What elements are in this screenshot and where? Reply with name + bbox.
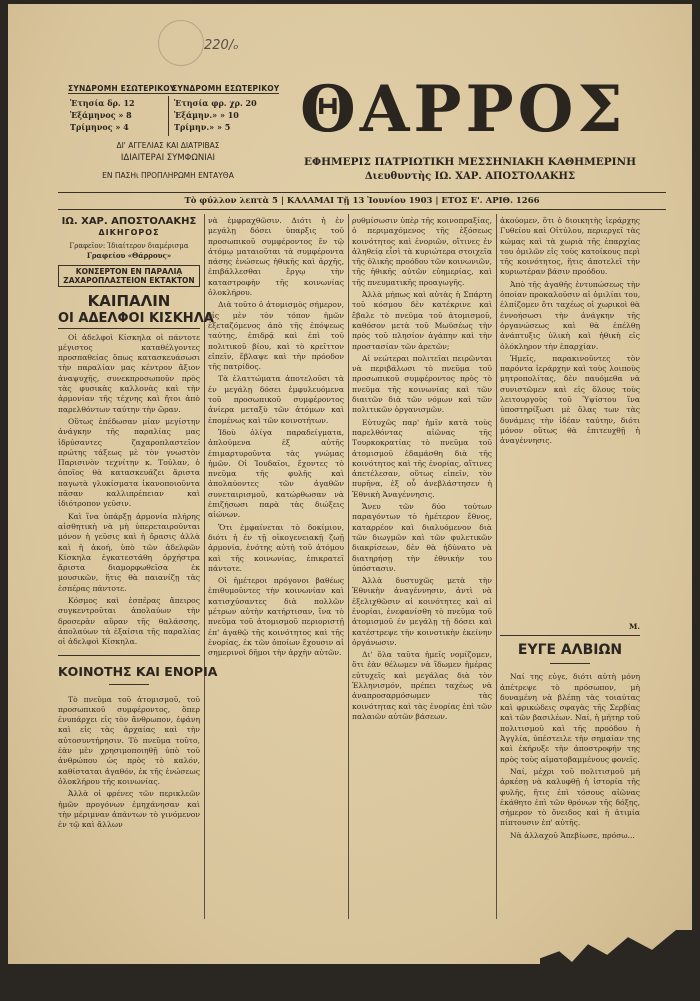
paragraph: ἀκούομεν, ὅτι ὁ διοικητὴς ἱεράρχης Γυθείου καὶ Οἰτύλου, περιεργεῖ τὰς κώμας καὶ τὰ χωριὰ τῆς ἐπαρχίας του ὁμιλῶν εἰς τοὺς κατοίκους περὶ τῆς κοινότητος, ἥτις ἀποτελεῖ τὴν κυριωτέραν βάσιν προόδου. [500, 216, 640, 277]
article-heading: ΟΙ ΑΔΕΛΦΟΙ ΚΙΣΚΗΛΑ [58, 311, 200, 329]
paragraph: Αἱ νεώτεραι πολιτεῖαι πειρῶνται νὰ περιβάλωσι τὸ πνεῦμα τοῦ προσωπικοῦ συμφέροντος πρὸς τὸ πνεῦμα τῆς κοινωνίας καὶ τῶν διαιτῶν διὰ τῶν νόμων καὶ τῶν πολιτικῶν ὀργανισμῶν. [352, 353, 492, 415]
paragraph: Ναί, μέχρι τοῦ πολιτισμοῦ μή ἀρκέσῃ νὰ καλυφθῇ ἡ ἱστορία τῆς φυλῆς, ἥτις ἐπὶ τόσους αἰῶνας ἐκάθητο ἐπὶ τῶν θρόνων τῆς δόξης, σήμερον τὸ ὄνειδος καὶ ἡ ἀτιμία πίπτουσιν ἐπ' αὐτῆς. [500, 766, 640, 828]
office-line: Γραφείου «Θάρρους» [86, 251, 172, 261]
short-rule [109, 684, 149, 685]
article-body [500, 216, 640, 622]
paragraph: Διὰ τοῦτο ὁ ἀτομισμὸς σήμερον, εἰς μὲν τὸν τόπον ἡμῶν ἐξεταζόμενος ἀπὸ τῆς ἐπόψεως ταύτης, ἐπιδρᾷ καὶ ἐπὶ τοῦ πολιτικοῦ βίου, καὶ τὸ κρεῖττον εἰπεῖν, ἔβλαψε καὶ τὴν πρόοδον τῆς πατρίδος. [208, 300, 344, 372]
paragraph: Οὕτως ἐπέδωσαν μίαν μεγίστην ἀνάγκην τῆς παραλίας μας ἱδρύσαντες ζαχαροπλαστεῖον πρώτης τάξεως μὲ τὸν γνωστὸν Παρισινὸν τεχνίτην κ. Τούλαν, ὁ ὁποῖος θὰ κατασκευάζει ἄριστα παγωτὰ γλυκίσματα ἱκανοποιοῦντα πᾶσαν καλλιπρέπειαν καὶ ἰδιότροπον γεῦσιν. [58, 416, 200, 509]
article-body [58, 695, 200, 871]
article-heading: ΕΥΓΕ ΑΛΒΙΩΝ [517, 642, 623, 659]
column-rule [348, 214, 349, 919]
paragraph: Ἀλλὰ μήπως καὶ αὐτὰς ἡ Σπάρτη τοῦ κόσμου δὲν κατέκρινε καὶ ἔβαλε τὸ πνεῦμα τοῦ ἀτομισμοῦ, καθόσον μετὰ τοῦ Μωϋσέως τὴν πρὸς τοῦ πλησίον ἀγάπην καὶ τὴν προστασίαν τῶν ἀρετῶν; [352, 290, 492, 351]
short-rule [550, 663, 590, 664]
column-rule [496, 214, 497, 919]
concert-line: ΖΑΧΑΡΟΠΛΑΣΤΕΙΟΝ ΕΚΤΑΚΤΟΝ [63, 275, 195, 285]
paragraph: Ἀπὸ τῆς ἀγαθῆς ἐντυπώσεως τὴν ὁποίαν προκαλοῦσιν αἱ ὁμιλίαι του, ἐλπίζομεν ὅτι ταχέως οἱ χωρικοὶ θὰ ἐννοήσωσι τὴν ἀνάγκην τῆς ὀργανώσεως καὶ θὰ ἐπέλθῃ ἀνάπτυξις ὑλικὴ καὶ ἠθικὴ εἰς ὁλόκληρον τὴν ἐπαρχίαν. [500, 279, 640, 351]
masthead-title: ΘΑΡΡΟΣ [300, 72, 627, 147]
column-3 [352, 216, 492, 916]
paragraph: Ναί της εὐγε, διότι αὐτὴ μόνη ἀπέτρεψε τὸ πρόσωπον, μὴ δυναμένη νὰ βλέπῃ τὰς τοιαύτας καὶ φρικώδεις σφαγὰς τῆς Σερβίας καὶ τῶν βασιλέων. Ναί, ἡ μήτηρ τοῦ πολιτισμοῦ καὶ τῆς προόδου ἡ Ἀγγλία, ὑπέστειλε τὴν σημαίαν της καὶ ἐκήρυξε τὴν ἀποστροφήν της πρὸς τοὺς αἱματοβαμμένους φονεῖς. [500, 672, 640, 764]
column-2 [208, 216, 344, 916]
article-body [500, 672, 640, 908]
signature: Μ. [628, 622, 640, 631]
paragraph: Δι' ὅλα ταῦτα ἡμεῖς νομίζομεν, ὅτι ἐὰν θέλωμεν νὰ ἴδωμεν ἡμέρας εὐτυχεῖς καὶ μεγάλας διὰ τὸν Ἑλληνισμόν, πρέπει ταχέως νὰ ἀναπροσαρμόσωμεν τὰς κοινότητας καὶ τὰς ἐνορίας ἐπὶ τῶν παλαιῶν αὐτῶν βάσεων. [352, 650, 492, 721]
section-rule [500, 635, 640, 636]
office-line: Γραφεῖον: Ἰδιαίτερον διαμέρισμα [69, 242, 189, 250]
paragraph: Ἄνευ τῶν δύο τούτων παραγόντων τὸ ἡμέτερον ἔθνος, καταρρέον καὶ διαλυόμενον διὰ τῶν διωγμῶν καὶ τῶν φυλετικῶν διακρίσεων, δὲν θὰ ἠδύνατο νὰ διατηρήσῃ τὴν ἐθνικήν του ὑπόστασιν. [352, 502, 492, 573]
subscription-row-left: Ἐτησία δρ. 12 [70, 98, 135, 108]
column-1 [58, 216, 218, 871]
top-rule [58, 192, 666, 193]
dateline-rule [58, 209, 666, 210]
newspaper-page [8, 4, 692, 964]
concert-line: ΚΟΝΣΕΡΤΟΝ ΕΝ ΠΑΡΑΛΙᾼ [75, 266, 183, 276]
article-heading: ΚΟΙΝΟΤΗΣ ΚΑΙ ΕΝΟΡΙΑ [58, 663, 218, 679]
subscription-divider [168, 96, 169, 136]
paragraph: νὰ ἐμφραχθῶσιν. Διότι ἡ ἐν μεγάλῃ δόσει ὑπαρξις τοῦ προσωπικοῦ συμφέροντος ἔν τῷ ἀτόμῳ ματαιοῦται τὰ συμφέροντα πάσης ἐνώσεως ἠθικῆς καὶ ἀρχῆς, ἐπιβάλλεσθαι ἔργῳ τὴν καταστροφὴν τῆς κοινωνίας ὁλοκλήρου. [208, 216, 344, 298]
paragraph: ρυθμίσωσιν ὑπὲρ τῆς κοινοπραξίας, ὁ περιμαχόμενος τῆς ἐξόσεως κοινότητος καὶ ἐνοριῶν, οἵτινες ἐν ἀληθείᾳ εἶσὶ τὰ κυριώτερα στοιχεῖα τῆς ὀλικῆς προόδου τῶν κοινωνιῶν, τῆς ἠθικῆς αὐτῶν εὐημερίας, καὶ τῆς πνευματικῆς προαγωγῆς. [352, 216, 492, 287]
ads-note: ΔΙ' ΑΓΓΕΛΙΑΣ ΚΑΙ ΔΙΑΤΡΙΒΑΣ [116, 141, 220, 150]
paragraph: Εὐτυχῶς παρ' ἡμῖν κατὰ τοὺς παρελθόντας αἰῶνας τῆς Τουρκοκρατίας τὸ πνεῦμα τοῦ ἀτομισμοῦ ἐδαμάσθη διὰ τῆς κοινότητος καὶ τῆς ἐνορίας, αἵτινες ἀπετέλεσαν, οὕτως εἰπεῖν, τὸν πυρῆνα, ἐξ οὗ ἀνεβλάστησεν ἡ Ἐθνικὴ Ἀναγέννησις. [352, 417, 492, 499]
paragraph: Κόσμος καὶ ἐσπέρας ἄπειρος συγκεντροῦται ἀπολαύων τὴν δροσερὰν αὔραν τῆς θαλάσσης, ἀπολαύων τὰ ἐξαίσια τῆς παραλίας οἱ ἀδελφοὶ Κίσκηλα. [58, 596, 200, 647]
subscription-row-right: Ἐτησία φρ. χρ. 20 [174, 98, 257, 108]
paragraph: Ὅτι ἐμφαίνεται τὸ δοκίμιον, διότι ἡ ἐν τῇ οἰκογενειακῇ ζωῇ ἀρμονία, ἑνότης αὐτὴ τοῦ ἀτόμου καὶ τῆς κοινωνίας, ἐπικρατεῖ πάντοτε. [208, 522, 344, 573]
subscription-header-right: ΣΥΝΔΡΟΜΗ ΕΣΩΤΕΡΙΚΟΥ [172, 84, 280, 93]
paragraph: Οἱ ἀδελφοὶ Κίσκηλα οἱ πάντοτε μέγιστος καταθέλγοντες προσπαθείας ὅπως κατασκευάσωσι τὴν παραλίαν μας κέντρον ἄξιον ἀναψυχῆς, συνεκπροσωποῦν πρὸς τὰς φυσικὰς καλλονὰς καὶ τὴν ἁρμονίαν τῆς τέχνης καὶ ἤτοι ἀπὸ παρελθόντων ταύτην τὴν ὥραν. [58, 332, 200, 414]
column-4 [500, 216, 640, 908]
paragraph: Ἀλλὰ οἱ φρένες τῶν περικλεῶν ἡμῶν προγόνων ἐμηχάνησαν καὶ τὴν μέριμναν ἀπάντων τὸ γινόμενον ἐν τῷ καὶ ἄλλων [58, 789, 200, 830]
article-heading: ΚΑΙΠΑΛΙΝ [87, 291, 171, 310]
subscription-row-right: Ἑξάμην.» » 10 [174, 110, 239, 120]
paragraph: Ἰδοὺ ὀλίγα παραδείγματα, ἀπλούμενα ἐξ αὐτῆς ἐπιμαρτυροῦντα τὰς γνώμας ἡμῶν. Οἱ Ἰουδαῖοι, ἔχοντες τὸ πνεῦμα τῆς φυλῆς καὶ ἀπολαύοντες τῶν ἀγαθῶν συνεταιρισμοῦ, κατώρθωσαν νὰ ἐπιζήσωσι παρὰ τὰς διώξεις αἰώνων. [208, 427, 344, 520]
paragraph: Καὶ ἵνα ὑπάρξῃ ἁρμονία πλήρης αἰσθητικὴ νὰ μὴ ὑπερεταιροῦνται μόνον ἡ γεῦσις καὶ ἡ ὄρασις ἀλλὰ καὶ ἡ ἀκοή, ὑπὸ τῶν ἀδελφῶν Κίσκηλα ἐγκατεστάθη ὀρχήστρα ἄριστα διαμορφωθεῖσα ἐκ μουσικῶν, ἥτις θὰ παιανίζῃ τὰς ἑσπέρας πάντοτε. [58, 511, 200, 593]
handwritten-number: 220/ₒ [204, 38, 239, 53]
masthead-subtitle: ΕΦΗΜΕΡΙΣ ΠΑΤΡΙΩΤΙΚΗ ΜΕΣΣΗΝΙΑΚΗ ΚΑΘΗΜΕΡΙΝΗ [303, 156, 637, 168]
subscription-row-right: Τρίμην.» » 5 [174, 122, 231, 132]
subscription-row-left: Τρίμηνος » 4 [70, 122, 129, 132]
special-agreements-note: ΙΔΙΑΙΤΕΡΑΙ ΣΥΜΦΩΝΙΑΙ [120, 153, 216, 163]
concert-box [58, 265, 200, 287]
lawyer-title: ΔΙΚΗΓΟΡΟΣ [98, 228, 160, 237]
subscription-header-left: ΣΥΝΔΡΟΜΗ ΕΣΩΤΕΡΙΚΟΥ [68, 84, 176, 93]
article-body [58, 333, 200, 651]
dateline: Τὸ φύλλον λεπτὰ 5 | ΚΑΛΑΜΑΙ Τῇ 13 Ἰουνίου 1903 | ΕΤΟΣ Ε'. ΑΡΙΘ. 1266 [184, 196, 540, 206]
paragraph: Τὸ πνεῦμα τοῦ ἀτομισμοῦ, τοῦ προσωπικοῦ συμφέροντος, ὅπερ ἐνυπάρχει εἰς τὸν ἄνθρωπον, ἐφάνη καὶ εἰς τὰς ἀρχαίας καὶ τὴν αὐτοσυντήρησιν. Τὸ πνεῦμα τοῦτο, ἐὰν μὲν χρησιμοποιηθῇ ὑπὸ τοῦ ἀνθρώπου ὡς πρὸς τὸ καλόν, καθίσταται ἀγαθόν, ἐκ τῆς ἐνώσεως ὁλοκλήρου τῆς κοινωνίας. [58, 694, 200, 786]
masthead-director: Διευθυντὴς ΙΩ. ΧΑΡ. ΑΠΟΣΤΟΛΑΚΗΣ [364, 171, 576, 182]
section-rule [58, 655, 200, 656]
faded-stamp-icon [158, 20, 204, 66]
paragraph: Οἱ ἡμέτεροι πρόγονοι βαθέως ἐπιθυμοῦντες τὴν κοινωνίαν καὶ κατισχύσαντες διὰ πολλῶν μέτρων αὐτὴν κατήρτισαν, ἵνα τὸ πνεῦμα τοῦ ἀτομισμοῦ περιοριστῇ ἐπ' ἀγαθῷ τῆς κοινότητος καὶ τῆς ἐνορίας, ἐκ τῶν ὁποίων ἔχουσιν αἱ σημερινοὶ δῆμοι τὴν ἀρχὴν αὐτῶν. [208, 576, 344, 658]
lawyer-name: ΙΩ. ΧΑΡ. ΑΠΟΣΤΟΛΑΚΗΣ [61, 216, 197, 227]
paragraph: Νὰ ἀλλαχοῦ Ἀπεβίωσε, πρόσω... [510, 830, 635, 840]
subscription-row-left: Ἑξάμηνος » 8 [70, 110, 132, 120]
paragraph: Ἡμεῖς, παρακινοῦντες τὸν παρόντα ἱεράρχην καὶ τοὺς λοιποὺς μητροπολίτας, δὲν παυόμεθα νὰ συνιστῶμεν καὶ εἰς ὅλους τοὺς λειτουργοὺς τοῦ Ὑψίστου ἵνα ὑποστηρίξωσι μὲ ὅλας των τὰς δυνάμεις τὴν ἱδέαν ταύτην, διότι μόνον οὕτως θὰ ἐπιτευχθῇ ἡ ἀναγέννησις. [500, 353, 640, 446]
paragraph: Τὰ ἐλαττώματα ἀποτελοῦσι τὰ ἐν μεγάλῃ δόσει ἐμφυλευόμενα τοῦ προσωπικοῦ συμφέροντος ἀνίερα μεταξὺ τῶν ἀτόμων καὶ ἐπομένως καὶ τῶν κοινοτήτων. [208, 374, 344, 425]
prepayment-note: ΕΝ ΠΑΣΗι ΠΡΟΠΛΗΡΩΜΗ ΕΝΤΑΥΘΑ [102, 171, 234, 180]
paragraph: Ἀλλὰ δυστυχῶς μετὰ τὴν Ἐθνικὴν ἀναγέννησιν, ἀντὶ νὰ ἐξελιχθῶσιν αἱ κοινότητες καὶ αἱ ἐνορίαι, ἐνεφανίσθη τὸ πνεῦμα τοῦ ἀτομισμοῦ ἐν μεγάλῃ τῇ δόσει καὶ κατέστρεψε τὴν κοινοτικὴν ἐκείνην ὀργάνωσιν. [352, 576, 492, 647]
